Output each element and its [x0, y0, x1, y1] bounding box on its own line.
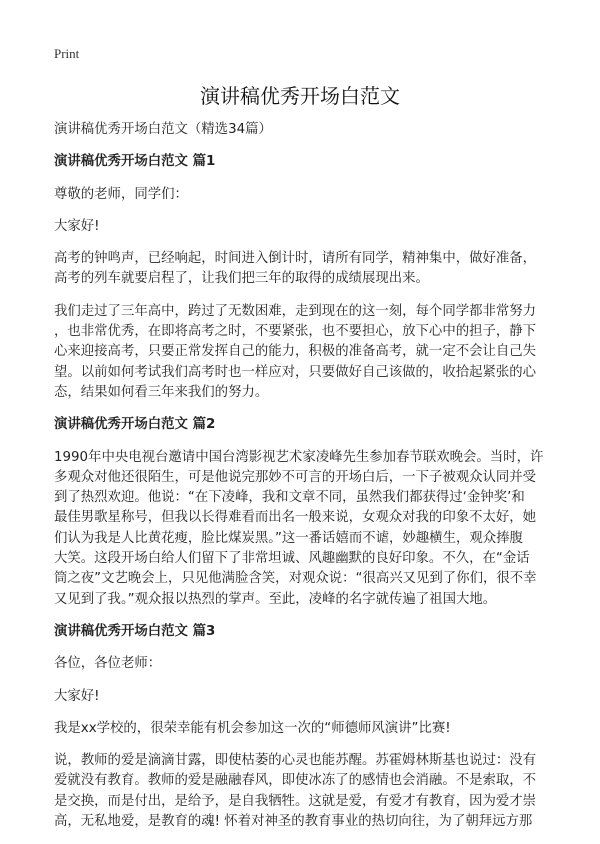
text-line: 又见到了我。”观众报以热烈的掌声。至此，凌峰的名字就传遍了祖国大地。	[54, 591, 497, 607]
document-subtitle: 演讲稿优秀开场白范文（精选34篇）	[54, 122, 272, 137]
section-heading: 演讲稿优秀开场白范文 篇2	[54, 417, 216, 433]
paragraph	[54, 687, 554, 707]
paragraph	[54, 654, 554, 674]
text-line: 大家好!	[54, 688, 100, 704]
text-line: 各位，各位老师：	[54, 656, 162, 672]
text-line: ，也非常优秀，在即将高考之时，不要紧张，也不要担心，放下心中的担子，静下	[54, 324, 537, 340]
text-line: 心来迎接高考，只要正常发挥自己的能力，积极的准备高考，就一定不会让自己失	[54, 344, 537, 360]
text-line: 到了热烈欢迎。他说：“在下凌峰，我和文章不同，虽然我们都获得过‘金钟奖’和	[54, 490, 525, 506]
text-line: 我是xx学校的，很荣幸能有机会参加这一次的“师德师风演讲”比赛!	[54, 720, 451, 736]
text-line: 我们走过了三年高中，跨过了无数困难，走到现在的这一刻，每个同学都非常努力	[54, 303, 537, 319]
document-body	[54, 120, 554, 844]
paragraph	[54, 751, 554, 832]
text-line: 高，无私地爱，是教育的魂! 怀着对神圣的教育事业的热切向往，为了朝拜远方那	[54, 814, 533, 830]
text-line: 态，结果如何看三年来我们的努力。	[54, 384, 269, 400]
text-line: 说，教师的爱是滴滴甘露，即使枯萎的心灵也能苏醒。苏霍姆林斯基也说过：没有	[54, 753, 537, 769]
text-line: 筒之夜”文艺晚会上，只见他满脸含笑，对观众说：“很高兴又见到了你们，很不幸	[54, 571, 537, 587]
paragraph	[54, 719, 554, 739]
text-line: 爱就没有教育。教师的爱是融融春风，即使冰冻了的感情也会消融。不是索取，不	[54, 773, 537, 789]
section-heading: 演讲稿优秀开场白范文 篇3	[54, 623, 216, 639]
text-line: 是交换，而是付出，是给予，是自我牺牲。这就是爱，有爱才有教育，因为爱才崇	[54, 793, 537, 809]
text-line: 大笑。这段开场白给人们留下了非常坦诚、风趣幽默的良好印象。不久，在“金话	[54, 551, 530, 567]
text-line: 高考的钟鸣声，已经响起，时间进入倒计时，请所有同学，精神集中，做好准备，	[54, 251, 537, 267]
paragraph	[54, 302, 554, 403]
text-line: 望。以前如何考试我们高考时也一样应对，只要做好自己该做的，收拾起紧张的心	[54, 364, 537, 380]
paragraph	[54, 217, 554, 237]
sections	[54, 152, 554, 832]
paragraph	[54, 448, 554, 610]
section-heading: 演讲稿优秀开场白范文 篇1	[54, 154, 216, 170]
text-line: 1990年中央电视台邀请中国台湾影视艺术家凌峰先生参加春节联欢晚会。当时，许	[54, 449, 544, 465]
paragraph	[54, 249, 554, 290]
text-line: 多观众对他还很陌生，可是他说完那妙不可言的开场白后，一下子被观众认同并受	[54, 469, 537, 485]
paragraph	[54, 185, 554, 205]
print-link[interactable]: Print	[54, 46, 80, 61]
text-line: 尊敬的老师，同学们：	[54, 186, 188, 202]
text-line: 大家好!	[54, 218, 100, 234]
text-line: 最佳男歌星称号，但我以长得难看而出名一般来说，女观众对我的印象不太好，她	[54, 510, 537, 526]
text-line: 高考的列车就要启程了，让我们把三年的取得的成绩展现出来。	[54, 271, 429, 287]
text-line: 们认为我是人比黄花瘦，脸比煤炭黑。”这一番话嬉而不谑，妙趣横生，观众捧腹	[54, 530, 523, 546]
document-title: 演讲稿优秀开场白范文	[200, 84, 400, 108]
